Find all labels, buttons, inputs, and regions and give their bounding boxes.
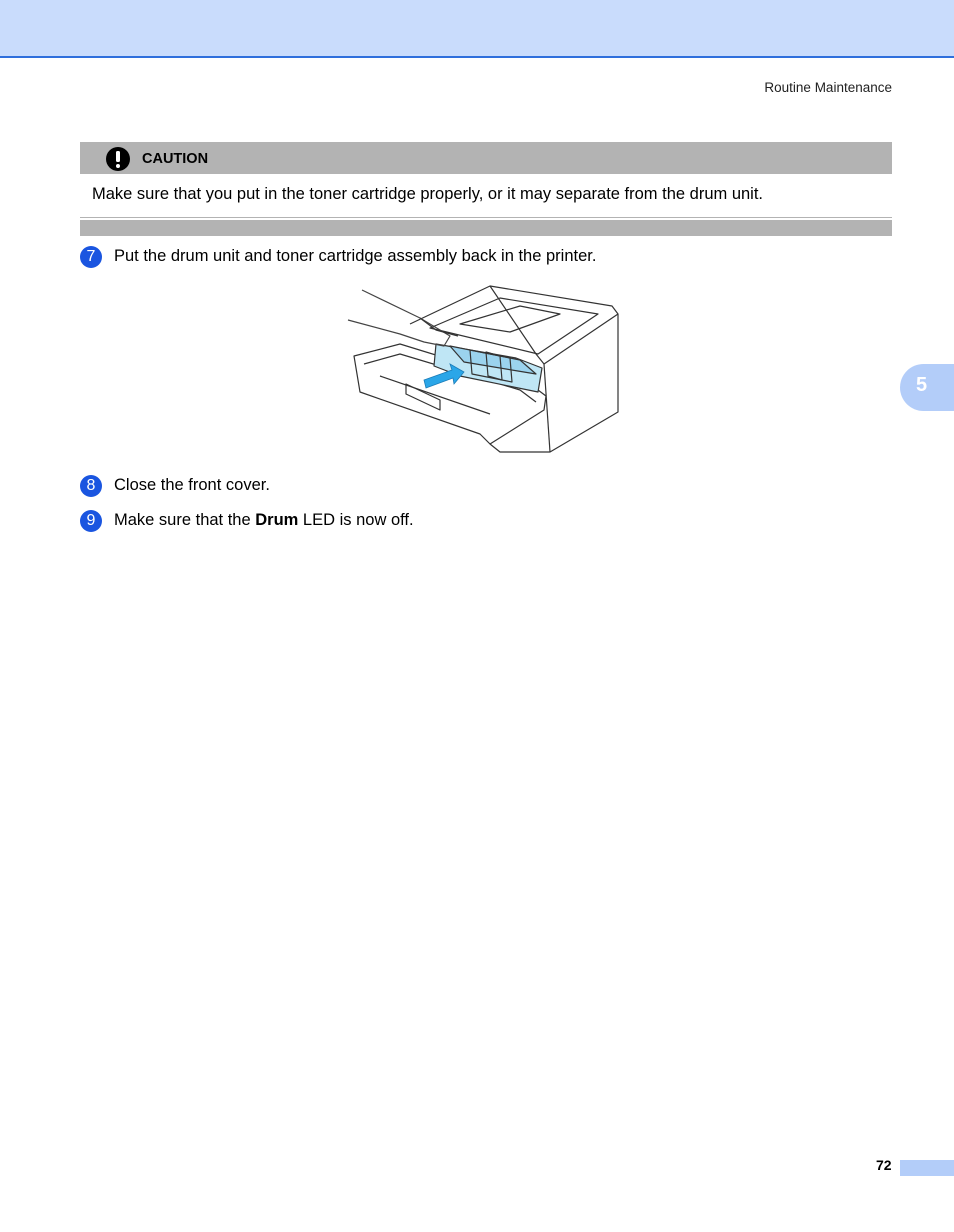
printer-drum-insert-illustration	[340, 284, 630, 456]
drum-led-label: Drum	[255, 511, 299, 529]
step-text: Put the drum unit and toner cartridge assembly back in the printer.	[114, 247, 597, 265]
step-number-badge: 8	[80, 475, 102, 497]
caution-text: Make sure that you put in the toner cartridge properly, or it may separate from the drum unit.	[92, 185, 764, 203]
step-number-badge: 9	[80, 510, 102, 532]
exclamation-icon	[106, 147, 130, 171]
section-title: Routine Maintenance	[764, 80, 892, 95]
step-text-before: Make sure that the	[114, 511, 256, 529]
page-number: 72	[876, 1157, 892, 1173]
step-text-after: LED is now off.	[298, 511, 414, 529]
caution-bar	[80, 142, 892, 174]
chapter-number: 5	[916, 374, 928, 396]
page-tab	[900, 1160, 954, 1176]
chapter-tab	[900, 364, 954, 411]
divider	[80, 217, 892, 218]
caution-end-bar	[80, 220, 892, 236]
step-text: Close the front cover.	[114, 476, 270, 494]
step-number-badge: 7	[80, 246, 102, 268]
step-text	[114, 511, 414, 530]
caution-label: CAUTION	[142, 151, 209, 167]
header-band	[0, 0, 954, 58]
